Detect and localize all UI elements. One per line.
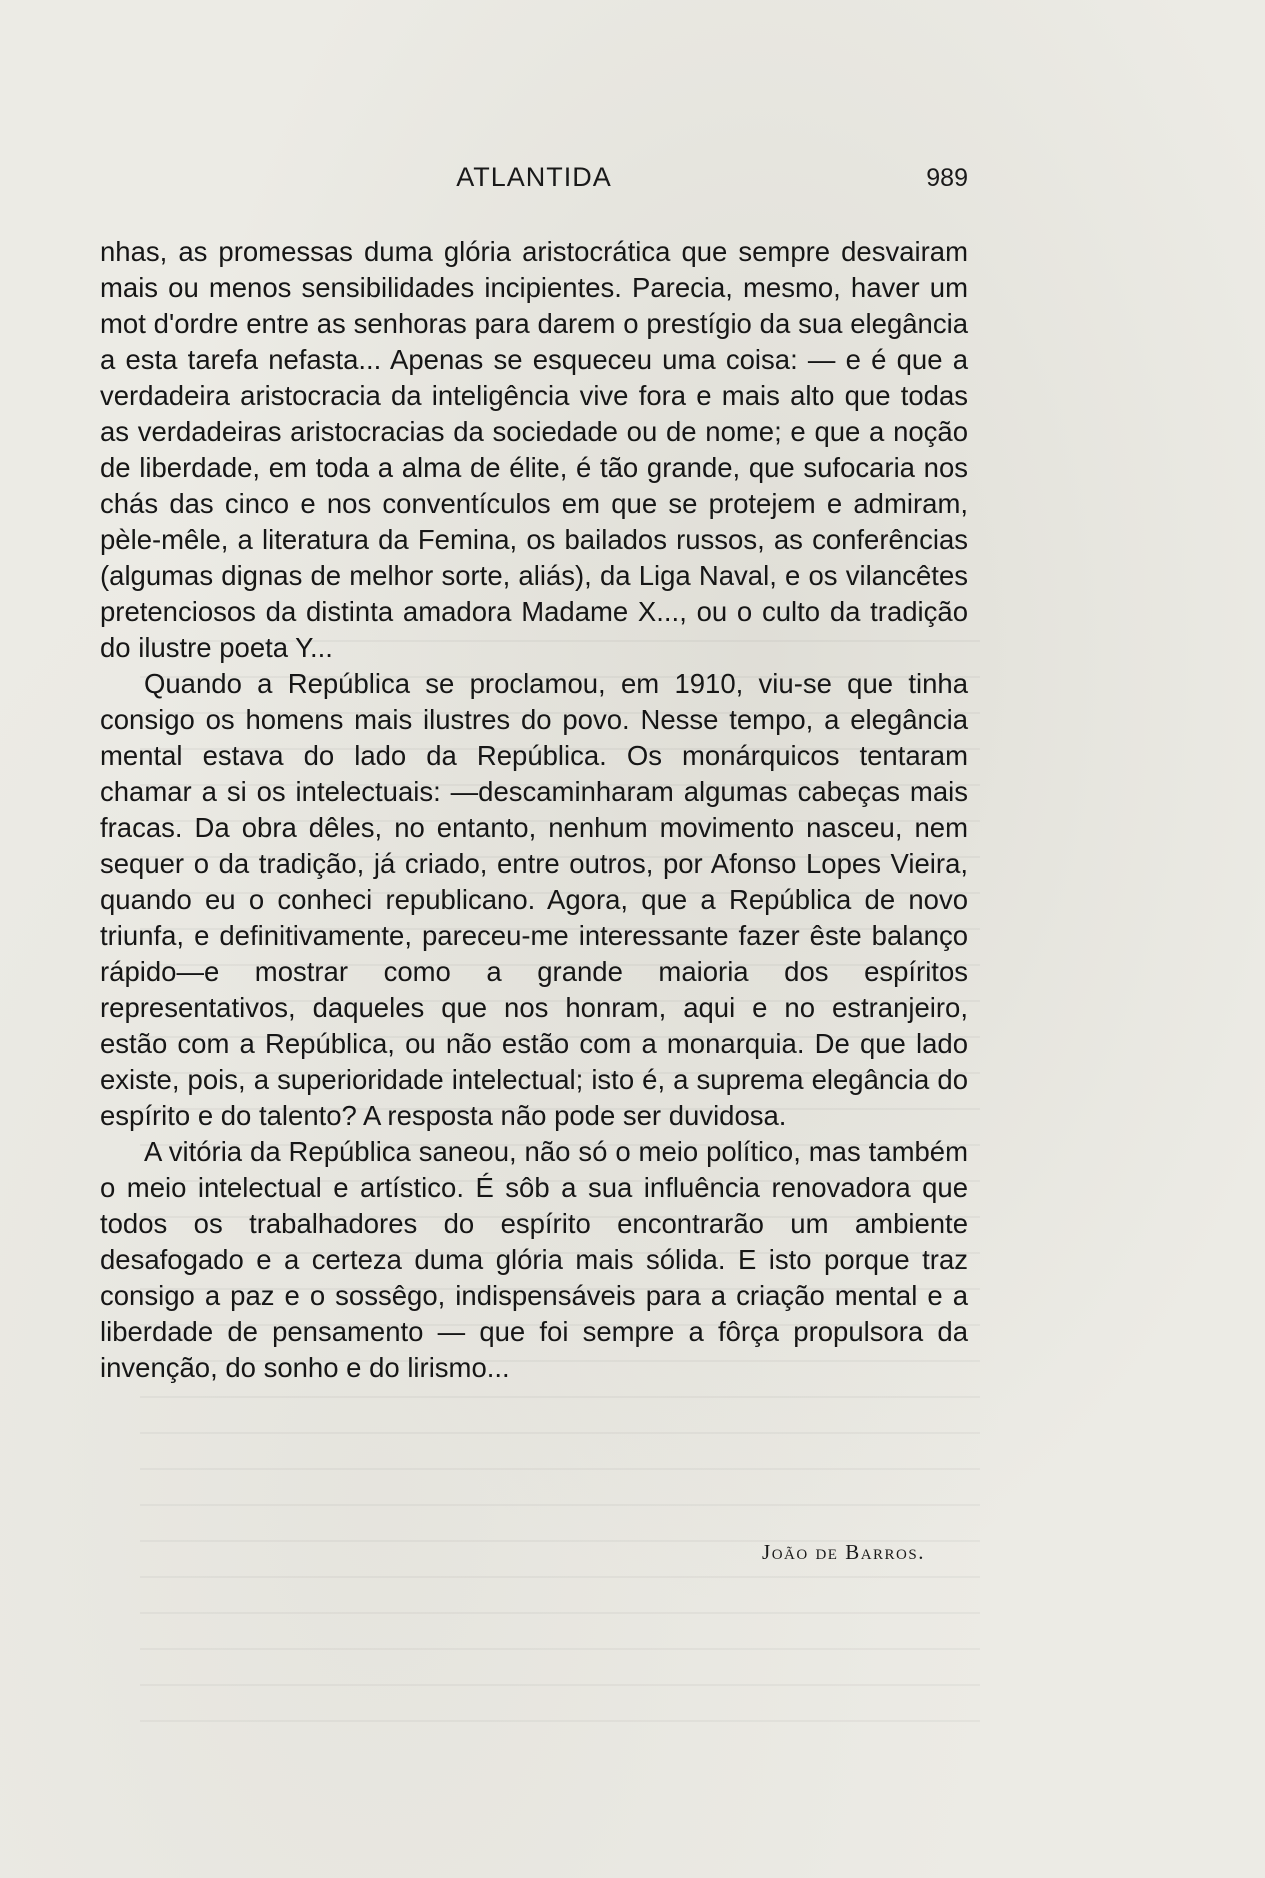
paragraph-3: A vitória da República saneou, não só o meio político, mas também o meio intelectual e artístico. É sôb a sua influência renovadora que todos os trabalhadores do espírito encontrarão um ambiente desafogado e a certeza duma glória mais sólida. E isto porque traz consigo a paz e o sossêgo, indispensáveis para a criação mental e a liberdade de pensamento — que foi sempre a fôrça propulsora da invenção, do sonho e do lirismo... — [100, 1136, 968, 1383]
page-number: 989 — [926, 164, 968, 192]
author-signature: João de Barros. — [762, 1540, 925, 1564]
article-body — [100, 234, 968, 1386]
paragraph-1: nhas, as promessas duma glória aristocrática que sempre desvairam mais ou menos sensibilidades incipientes. Parecia, mesmo, haver um mot d'ordre entre as senhoras para darem o prestígio da sua elegância a esta tarefa nefasta... Apenas se esqueceu uma coisa: — e é que a verdadeira aristocracia da inteligência vive fora e mais alto que todas as verdadeiras aristocracias da sociedade ou de nome; e que a noção de liberdade, em toda a alma de élite, é tão grande, que sufocaria nos chás das cinco e nos conventículos em que se protejem e admiram, pèle-mêle, a literatura da Femina, os bailados russos, as conferências (algumas dignas de melhor sorte, aliás), da Liga Naval, e os vilancêtes pretenciosos da distinta amadora Madame X..., ou o culto da tradição do ilustre poeta Y... — [100, 236, 968, 663]
running-header — [100, 162, 968, 198]
journal-title: ATLANTIDA — [456, 162, 612, 192]
paragraph-2: Quando a República se proclamou, em 1910, viu-se que tinha consigo os homens mais ilustres do povo. Nesse tempo, a elegância mental estava do lado da República. Os monárquicos tentaram chamar a si os intelectuais: —descaminharam algumas cabeças mais fracas. Da obra dêles, no entanto, nenhum movimento nasceu, nem sequer o da tradição, já criado, entre outros, por Afonso Lopes Vieira, quando eu o conheci republicano. Agora, que a República de novo triunfa, e definitivamente, pareceu-me interessante fazer êste balanço rápido—e mostrar como a grande maioria dos espíritos representativos, daqueles que nos honram, aqui e no estranjeiro, estão com a República, ou não estão com a monarquia. De que lado existe, pois, a superioridade intelectual; isto é, a suprema elegância do espírito e do talento? A resposta não pode ser duvidosa. — [100, 668, 968, 1131]
